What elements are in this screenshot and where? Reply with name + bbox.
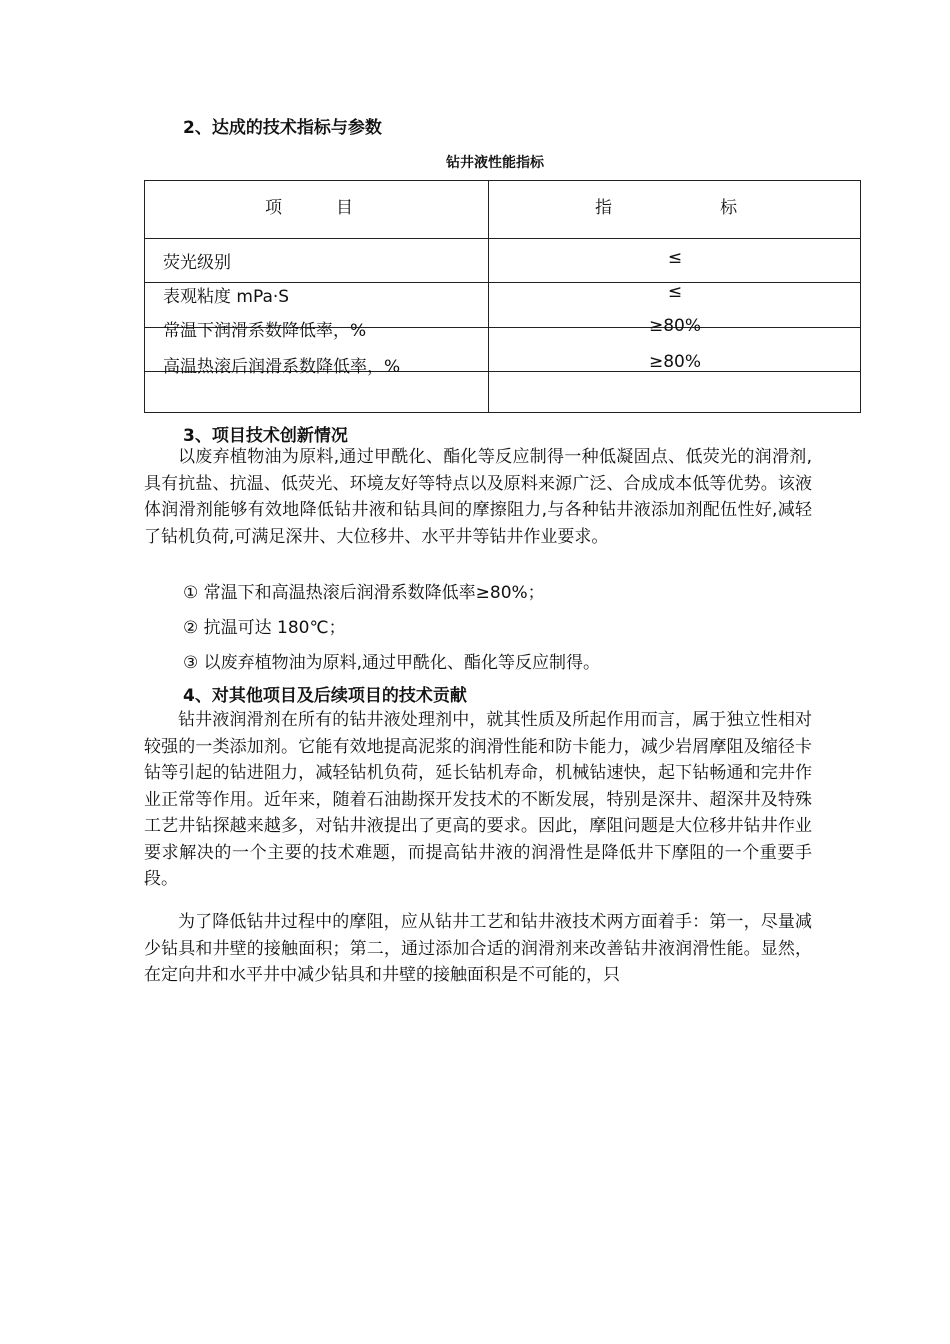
section-3-heading: 3、项目技术创新情况 [183, 426, 348, 446]
innovation-item: ③ 以废弃植物油为原料,通过甲酰化、酯化等反应制得。 [183, 653, 601, 673]
table-caption: 钻井液性能指标 [446, 155, 544, 171]
innovation-item: ① 常温下和高温热滚后润滑系数降低率≥80%； [183, 583, 545, 603]
section-4-paragraph: 为了降低钻井过程中的摩阻，应从钻井工艺和钻井液技术两方面着手：第一，尽量减少钻具和井壁的接触面积；第二，通过添加合适的润滑剂来改善钻井液润滑性能。显然，在定向井和水平井中减少钻具和井壁的接触面积是不可能的，只 [144, 912, 812, 985]
table-row-item: 高温热滚后润滑系数降低率，% [163, 357, 401, 377]
table-row-item: 常温下润滑系数降低率，% [163, 321, 367, 341]
section-4-paragraph: 钻井液润滑剂在所有的钻井液处理剂中，就其性质及所起作用而言，属于独立性相对较强的一类添加剂。它能有效地提高泥浆的润滑性能和防卡能力，减少岩屑摩阻及缩径卡钻等引起的钻进阻力，减轻钻机负荷，延长钻机寿命，机械钻速快，起下钻畅通和完井作业正常等作用。近年来，随着石油勘探开发技术的不断发展，特别是深井、超深井及特殊工艺井钻探越来越多，对钻井液提出了更高的要求。因此，摩阻问题是大位移井钻井作业要求解决的一个主要的技术难题，而提高钻井液的润滑性是降低井下摩阻的一个重要手段。 [144, 710, 812, 889]
table-row-item: 荧光级别 [163, 253, 231, 273]
table-row-item: 表观粘度 mPa·S [163, 287, 290, 307]
section-2-heading: 2、达成的技术指标与参数 [183, 118, 382, 138]
table-header-item: 项 目 [265, 198, 354, 218]
innovation-item: ② 抗温可达 180℃； [183, 618, 346, 638]
performance-table [144, 180, 861, 413]
table-rule [145, 238, 860, 239]
table-row-value: ≥80% [648, 316, 702, 336]
section-4-heading: 4、对其他项目及后续项目的技术贡献 [183, 686, 467, 706]
table-row-value: ≤ [667, 248, 683, 268]
table-header-index: 指 标 [595, 198, 738, 218]
table-row-value: ≥80% [648, 352, 702, 372]
section-3-paragraph: 以废弃植物油为原料,通过甲酰化、酯化等反应制得一种低凝固点、低荧光的润滑剂,具有抗盐、抗温、低荧光、环境友好等特点以及原料来源广泛、合成成本低等优势。该液体润滑剂能够有效地降低钻井液和钻具间的摩擦阻力,与各种钻井液添加剂配伍性好,减轻了钻机负荷,可满足深井、大位移井、水平井等钻井作业要求。 [144, 447, 812, 547]
table-row-value: ≤ [667, 282, 683, 302]
